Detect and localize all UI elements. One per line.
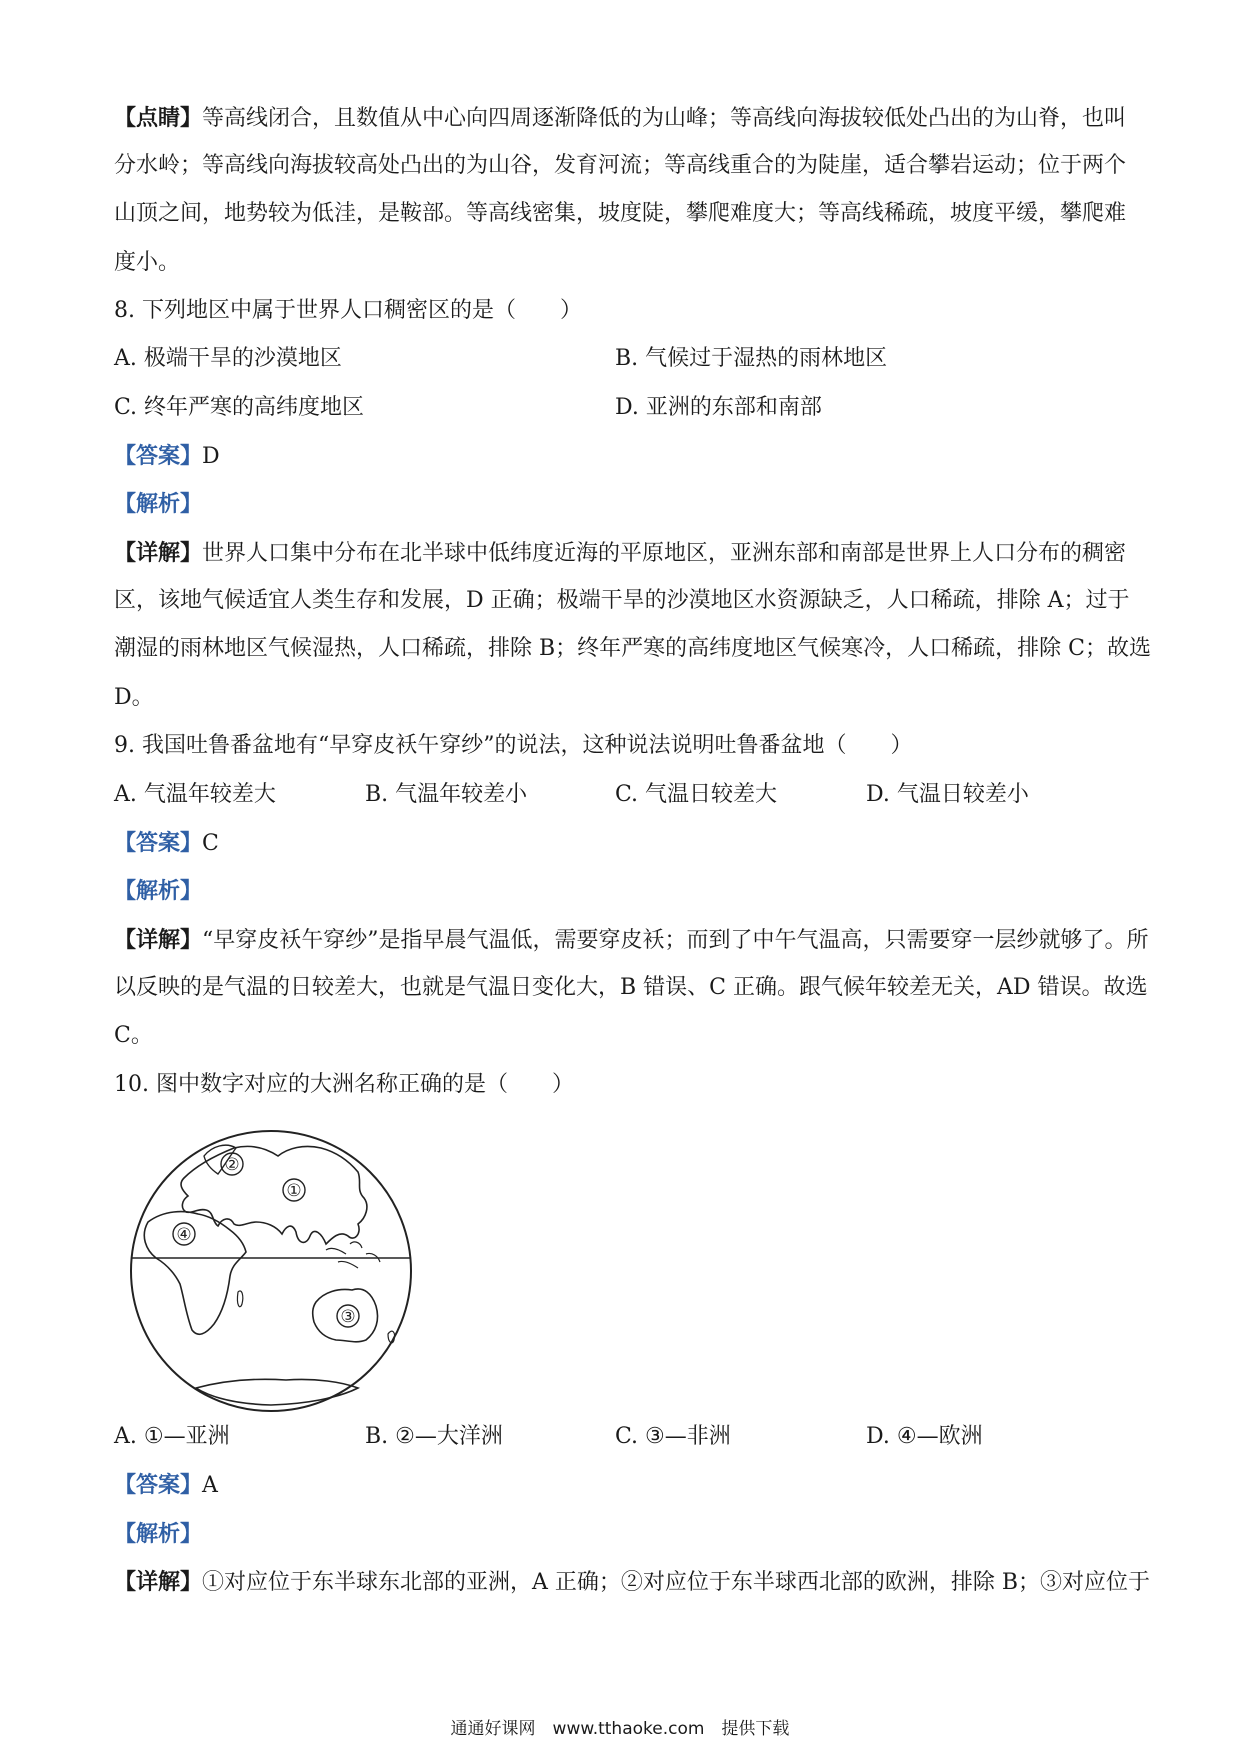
q9-option-a: A. 气温年较差大 bbox=[114, 782, 276, 807]
q9-answer bbox=[114, 828, 1134, 859]
q10-stem: 10. 图中数字对应的大洲名称正确的是（ ） bbox=[114, 1072, 574, 1097]
q8-detail-3: 潮湿的雨林地区气候湿热，人口稀疏，排除 B；终年严寒的高纬度地区气候寒冷，人口稀疏，排除 C；故选 bbox=[114, 636, 1151, 661]
tips-line-3: 山顶之间，地势较为低洼，是鞍部。等高线密集，坡度陡，攀爬难度大；等高线稀疏，坡度平缓，攀爬难 bbox=[114, 201, 1127, 226]
q8-option-d: D. 亚洲的东部和南部 bbox=[615, 395, 822, 420]
q8-option-a: A. 极端干旱的沙漠地区 bbox=[114, 346, 342, 371]
q9-detail-2: 以反映的是气温的日较差大，也就是气温日变化大，B 错误、C 正确。跟气候年较差无关，AD 错误。故选 bbox=[114, 975, 1148, 1000]
q9-option-d: D. 气温日较差小 bbox=[866, 782, 1029, 807]
detail-tag: 【详解】 bbox=[114, 927, 203, 953]
answer-value: D bbox=[202, 444, 220, 469]
detail-text: “早穿皮袄午穿纱”是指早晨气温低，需要穿皮袄；而到了中午气温高，只需要穿一层纱就够了。所 bbox=[202, 928, 1149, 953]
q10-option-b: B. ②—大洋洲 bbox=[365, 1424, 503, 1449]
answer-tag: 【答案】 bbox=[114, 1472, 203, 1498]
analysis-tag: 【解析】 bbox=[114, 1521, 203, 1547]
q9-option-b: B. 气温年较差小 bbox=[365, 782, 528, 807]
q9-option-c: C. 气温日较差大 bbox=[615, 782, 778, 807]
tips-line-1 bbox=[114, 103, 1134, 134]
analysis-tag: 【解析】 bbox=[114, 491, 203, 517]
tips-line-4: 度小。 bbox=[114, 250, 181, 275]
tips-line-2: 分水岭；等高线向海拔较高处凸出的为山谷，发育河流；等高线重合的为陡崖，适合攀岩运动；位于两个 bbox=[114, 153, 1127, 178]
q10-analysis bbox=[114, 1519, 1134, 1550]
page-footer: 通通好课网 www.tthaoke.com 提供下载 bbox=[450, 1719, 790, 1739]
q9-detail-1 bbox=[114, 925, 1149, 956]
q8-stem: 8. 下列地区中属于世界人口稠密区的是（ ） bbox=[114, 298, 582, 323]
answer-value: C bbox=[202, 831, 219, 856]
q10-answer bbox=[114, 1470, 1134, 1501]
q10-detail-1 bbox=[114, 1567, 1151, 1598]
q10-option-d: D. ④—欧洲 bbox=[866, 1424, 983, 1449]
analysis-tag: 【解析】 bbox=[114, 878, 203, 904]
detail-text: 世界人口集中分布在北半球中低纬度近海的平原地区，亚洲东部和南部是世界上人口分布的稠密 bbox=[202, 541, 1127, 566]
eastern-hemisphere-map bbox=[126, 1126, 416, 1416]
q8-option-b: B. 气候过于湿热的雨林地区 bbox=[615, 346, 888, 371]
tips-text-1: 等高线闭合，且数值从中心向四周逐渐降低的为山峰；等高线向海拔较低处凸出的为山脊，也叫 bbox=[202, 106, 1127, 131]
globe-outline bbox=[131, 1131, 411, 1411]
tips-tag: 【点睛】 bbox=[114, 105, 203, 131]
label-2-text: ② bbox=[224, 1155, 240, 1175]
label-4-text: ④ bbox=[176, 1225, 192, 1245]
label-1-text: ① bbox=[286, 1181, 302, 1201]
q8-analysis bbox=[114, 489, 1134, 520]
q9-analysis bbox=[114, 876, 1134, 907]
detail-text: ①对应位于东半球东北部的亚洲，A 正确；②对应位于东半球西北部的欧洲，排除 B；③对应位于 bbox=[202, 1570, 1151, 1595]
answer-tag: 【答案】 bbox=[114, 830, 203, 856]
q8-detail-1 bbox=[114, 538, 1134, 569]
answer-value: A bbox=[202, 1473, 218, 1498]
q8-answer bbox=[114, 441, 1134, 472]
globe-svg bbox=[126, 1126, 416, 1416]
q8-detail-4: D。 bbox=[114, 685, 154, 710]
label-3-text: ③ bbox=[340, 1307, 356, 1327]
q10-option-a: A. ①—亚洲 bbox=[114, 1424, 230, 1449]
q10-option-c: C. ③—非洲 bbox=[615, 1424, 731, 1449]
q8-detail-2: 区，该地气候适宜人类生存和发展，D 正确；极端干旱的沙漠地区水资源缺乏，人口稀疏，排除 A；过于 bbox=[114, 588, 1130, 613]
q8-option-c: C. 终年严寒的高纬度地区 bbox=[114, 395, 365, 420]
q9-stem: 9. 我国吐鲁番盆地有“早穿皮袄午穿纱”的说法，这种说法说明吐鲁番盆地（ ） bbox=[114, 733, 913, 758]
detail-tag: 【详解】 bbox=[114, 540, 203, 566]
q9-detail-3: C。 bbox=[114, 1023, 153, 1048]
detail-tag: 【详解】 bbox=[114, 1569, 203, 1595]
answer-tag: 【答案】 bbox=[114, 443, 203, 469]
